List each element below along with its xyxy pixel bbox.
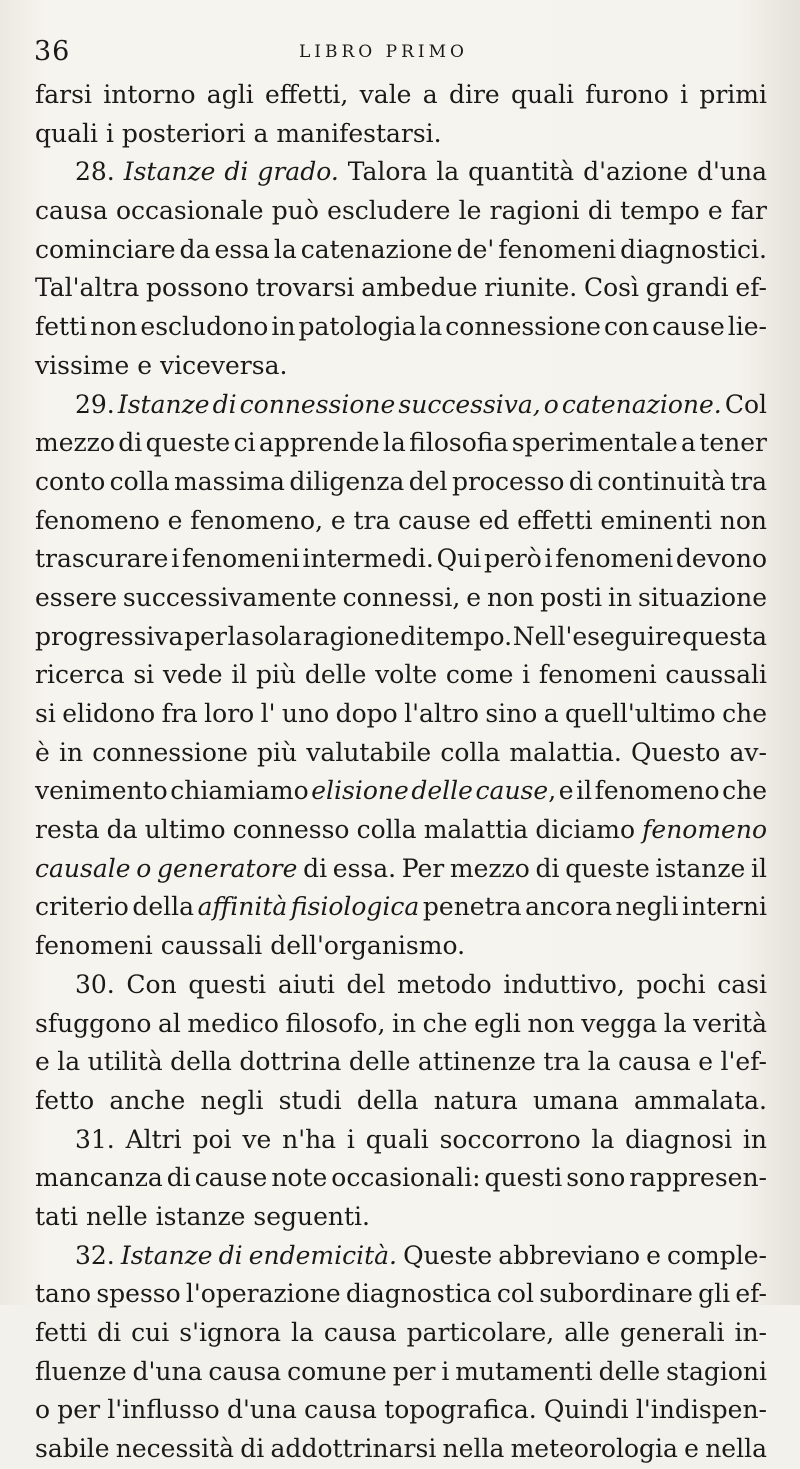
line-text <box>35 312 767 341</box>
line-text <box>35 1086 767 1115</box>
text-run: tati nelle istanze seguenti. <box>35 1201 370 1231</box>
line-text <box>35 119 442 148</box>
text-run: di essa. Per mezzo di queste istanze il <box>297 853 767 883</box>
italic-phrase: fenomeno <box>642 815 767 845</box>
text-line <box>35 269 767 308</box>
text-run: quali i posteriori a manifestarsi. <box>35 118 442 148</box>
italic-phrase: affinità fisiologica <box>197 892 420 922</box>
line-text <box>35 699 767 728</box>
text-line <box>35 1121 767 1160</box>
text-run: fenomeno e fenomeno, e tra cause ed effetti eminenti non <box>35 505 767 535</box>
line-text <box>35 931 465 960</box>
line-text <box>35 351 287 380</box>
text-run: criterio della <box>35 892 198 922</box>
line-text <box>35 622 767 651</box>
text-run: tano spesso l'operazione diagnostica col subordinare gli ef- <box>35 1279 767 1309</box>
text-run: farsi intorno agli effetti, vale a dire quali furono i primi <box>35 80 767 109</box>
text-line <box>35 656 767 695</box>
text-line <box>35 1082 767 1121</box>
text-line <box>35 115 767 154</box>
text-line <box>35 347 767 386</box>
line-text <box>35 1202 370 1231</box>
text-run: fetti di cui s'ignora la causa particolare, alle generali in- <box>35 1318 767 1347</box>
text-run: vissime e viceversa. <box>35 350 288 380</box>
text-run: o per l'influsso d'una causa topografica. Quindi l'indispen- <box>35 1395 767 1425</box>
text-line <box>35 772 767 811</box>
text-line <box>35 618 767 657</box>
text-line <box>35 1430 767 1469</box>
italic-phrase: elisione delle cause <box>311 776 549 806</box>
text-line <box>35 1198 767 1237</box>
line-text <box>35 660 767 689</box>
line-text <box>35 1009 767 1038</box>
text-run: Queste abbreviano e comple- <box>397 1240 767 1270</box>
text-run: trascurare i fenomeni intermedi. Qui però i fenomeni devono <box>35 544 767 574</box>
text-line <box>35 1237 767 1276</box>
text-run: fetti non escludono in patologia la connessione con cause lie- <box>35 312 767 342</box>
text-run: causa occasionale può escludere le ragioni di tempo e far <box>35 196 767 226</box>
body-text <box>35 76 767 1469</box>
text-run: 28. <box>75 157 124 187</box>
text-run: mancanza di cause note occasionali: questi sono rappresen- <box>35 1163 767 1193</box>
line-text <box>35 1279 767 1308</box>
text-run: e la utilità della dottrina delle attinenze tra la causa e l'ef- <box>35 1047 767 1077</box>
text-run: , e il fenomeno che <box>548 776 767 806</box>
text-line <box>35 850 767 889</box>
line-text <box>75 1125 767 1154</box>
text-line <box>35 579 767 618</box>
text-line <box>35 1159 767 1198</box>
line-text <box>35 273 767 302</box>
line-text <box>35 1318 767 1347</box>
text-run: venimento chiamiamo <box>35 776 312 806</box>
text-line <box>35 811 767 850</box>
page-number: 36 <box>34 36 71 67</box>
text-line <box>35 502 767 541</box>
line-text <box>35 892 767 921</box>
line-text <box>35 235 767 264</box>
text-run: Talora la quantità d'azione d'una <box>338 157 767 187</box>
text-run: progressiva per la sola ragione di tempo. Nell'eseguire questa <box>35 621 767 651</box>
text-run: ricerca si vede il più delle volte come i fenomeni caussali <box>35 660 767 690</box>
text-line <box>35 695 767 734</box>
text-line <box>35 540 767 579</box>
text-run: Col <box>721 389 767 419</box>
text-run: sfuggono al medico filosofo, in che egli non vegga la verità <box>35 1008 767 1038</box>
line-text <box>35 544 767 573</box>
text-line <box>35 231 767 270</box>
line-text <box>35 776 767 805</box>
running-head: LIBRO PRIMO <box>299 42 468 62</box>
text-line <box>35 1391 767 1430</box>
text-run: conto colla massima diligenza del processo di continuità tra <box>35 466 767 496</box>
text-run: cominciare da essa la catenazione de' fenomeni diagnostici. <box>35 234 767 264</box>
text-run: penetra ancora negli interni <box>419 892 767 922</box>
line-text <box>35 738 767 767</box>
text-run: 32. <box>75 1240 121 1270</box>
line-text <box>75 1241 767 1270</box>
line-text <box>35 1357 767 1386</box>
text-line <box>35 76 767 115</box>
text-line <box>35 1043 767 1082</box>
text-run: è in connessione più valutabile colla malattia. Questo av- <box>35 737 767 767</box>
line-text <box>35 1434 767 1463</box>
text-run: essere successivamente connessi, e non posti in situazione <box>35 582 767 612</box>
text-run: fluenze d'una causa comune per i mutamenti delle stagioni <box>35 1356 767 1386</box>
text-line <box>35 192 767 231</box>
text-run: 29. <box>75 389 118 419</box>
line-text <box>35 506 767 535</box>
text-line <box>35 888 767 927</box>
line-text <box>75 390 767 419</box>
line-text <box>35 583 767 612</box>
text-line <box>35 463 767 502</box>
text-line <box>35 386 767 425</box>
text-run: resta da ultimo connesso colla malattia diciamo <box>35 815 643 845</box>
line-text <box>35 1395 767 1424</box>
text-line <box>35 153 767 192</box>
italic-phrase: Istanze di grado. <box>123 157 339 187</box>
text-run: fetto anche negli studi della natura umana ammalata. <box>35 1085 767 1115</box>
text-line <box>35 1353 767 1392</box>
text-line <box>35 1314 767 1353</box>
line-text <box>35 80 767 109</box>
text-line <box>35 1005 767 1044</box>
line-text <box>35 1163 767 1192</box>
italic-phrase: Istanze di endemicità. <box>120 1240 398 1270</box>
text-line <box>35 1275 767 1314</box>
line-text <box>75 970 767 999</box>
text-line <box>35 734 767 773</box>
line-text <box>35 467 767 496</box>
text-run: sabile necessità di addottrinarsi nella meteorologia e nella <box>35 1434 767 1464</box>
text-run: 30. Con questi aiuti del metodo induttivo, pochi casi <box>75 969 767 999</box>
text-run: fenomeni caussali dell'organismo. <box>35 931 466 961</box>
line-text <box>35 815 767 844</box>
line-text <box>35 196 767 225</box>
italic-phrase: Istanze di connessione successiva, o catenazione. <box>117 389 722 419</box>
text-line <box>35 927 767 966</box>
text-run: si elidono fra loro l' uno dopo l'altro sino a quell'ultimo che <box>35 699 767 728</box>
italic-phrase: causale o generatore <box>35 853 298 883</box>
line-text <box>35 854 767 883</box>
text-run: Tal'altra possono trovarsi ambedue riunite. Così grandi ef- <box>35 273 767 303</box>
text-run: mezzo di queste ci apprende la filosofia sperimentale a tener <box>35 428 767 458</box>
line-text <box>35 428 767 457</box>
text-line <box>35 424 767 463</box>
page-header <box>34 36 766 76</box>
line-text <box>35 1047 767 1076</box>
text-line <box>35 966 767 1005</box>
line-text <box>75 157 767 186</box>
text-run: 31. Altri poi ve n'ha i quali soccorrono la diagnosi in <box>75 1124 767 1154</box>
text-line <box>35 308 767 347</box>
